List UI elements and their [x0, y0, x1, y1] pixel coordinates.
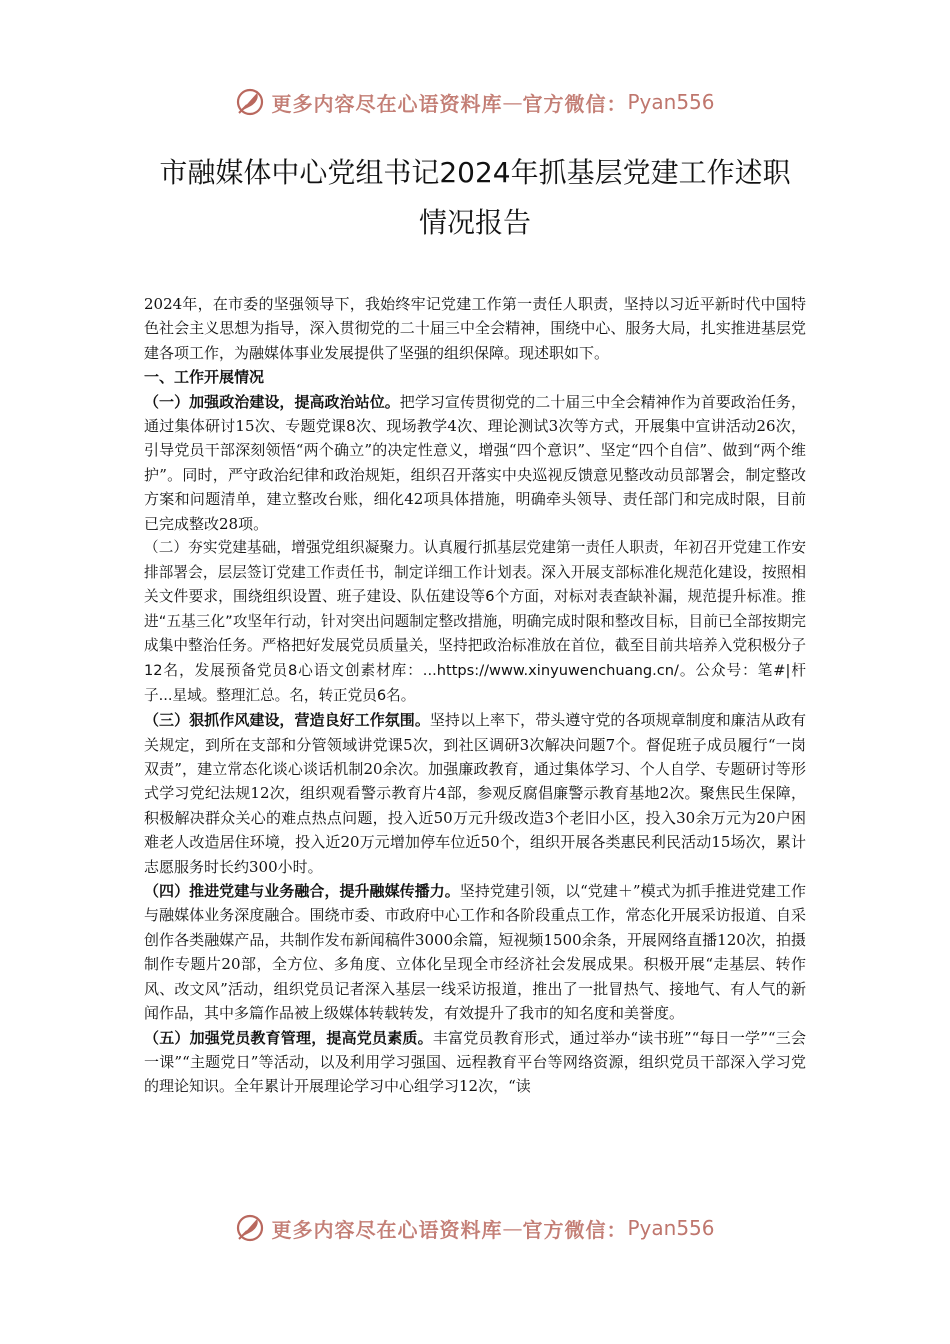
title-line-1: 市融媒体中心党组书记2024年抓基层党建工作述职 — [159, 156, 791, 189]
item-lead: （一）加强政治建设，提高政治站位。 — [144, 392, 400, 411]
quill-logo-icon — [235, 87, 265, 117]
item-lead: （三）狠抓作风建设，营造良好工作氛围。 — [144, 711, 430, 730]
watermark-wechat-id: Pyan556 — [627, 1216, 715, 1240]
document-title — [100, 148, 850, 248]
item-text: 丰富党员教育形式，通过举办“读书班”“每日一学”“三会一课”“主题党日”等活动，以及利用学习强国、远程教育平台等网络资源，组织党员干部深入学习党的理论知识。全年累计开展理论学习中心组学习12次，“读 — [144, 1028, 806, 1096]
watermark-banner-top — [0, 82, 950, 122]
watermark-separator: — — [502, 1216, 523, 1240]
watermark-text: 更多内容尽在心语资料库 — [271, 1217, 503, 1242]
item-paragraph-2 — [144, 536, 806, 708]
watermark-official: 官方微信： — [522, 1217, 628, 1242]
title-line-2: 情况报告 — [418, 206, 531, 239]
item-lead: （五）加强党员教育管理，提高党员素质。 — [144, 1028, 433, 1047]
item-text: 认真履行抓基层党建第一责任人职责，年初召开党建工作安排部署会，层层签订党建工作责任书，制定详细工作计划表。深入开展支部标准化规范化建设，按照相关文件要求，围绕组织设置、班子建设、队伍建设等6个方面，对标对表查缺补漏，规范提升标准。推进“五基三化”攻坚年行动，针对突出问题制定整改措施，明确完成时限和整改目标，目前已全部按期完成集中整治任务。严格把好发展党员质量关，坚持把政治标准放在首位，截至目前共培养入党积极分子12名，发展预备党员8心语文创素材库：...https://www.xinyuwenchuang.cn/。公众号：笔#|杆子...星域。整理汇总。名，转正党员6名。 — [144, 539, 806, 704]
section-heading: 一、工作开展情况 — [144, 368, 265, 387]
quill-logo-icon — [235, 1213, 265, 1243]
item-paragraph-5 — [144, 1026, 806, 1099]
watermark-official: 官方微信： — [522, 91, 628, 116]
item-text: 坚持党建引领，以“党建＋”模式为抓手推进党建工作与融媒体业务深度融合。围绕市委、市政府中心工作和各阶段重点工作，常态化开展采访报道、自采创作各类融媒产品，共制作发布新闻稿件3000余篇，短视频1500余条，开展网络直播120次，拍摄制作专题片20部，全方位、多角度、立体化呈现全市经济社会发展成果。积极开展“走基层、转作风、改文风”活动，组织党员记者深入基层一线采访报道，推出了一批冒热气、接地气、有人气的新闻作品，其中多篇作品被上级媒体转载转发，有效提升了我市的知名度和美誉度。 — [144, 882, 806, 1023]
item-lead: （四）推进党建与业务融合，提升融媒传播力。 — [144, 882, 460, 901]
item-paragraph-3 — [144, 708, 806, 879]
item-paragraph-1 — [144, 390, 806, 536]
watermark-text: 更多内容尽在心语资料库 — [271, 91, 503, 116]
intro-paragraph: 2024年，在市委的坚强领导下，我始终牢记党建工作第一责任人职责，坚持以习近平新时代中国特色社会主义思想为指导，深入贯彻党的二十届三中全会精神，围绕中心、服务大局，扎实推进基层党建各项工作，为融媒体事业发展提供了坚强的组织保障。现述职如下。 — [144, 295, 806, 362]
item-lead: （二）夯实党建基础，增强党组织凝聚力。 — [144, 539, 424, 557]
item-paragraph-4 — [144, 879, 806, 1025]
item-text: 坚持以上率下，带头遵守党的各项规章制度和廉洁从政有关规定，到所在支部和分管领域讲党课5次，到社区调研3次解决问题7个。督促班子成员履行“一岗双责”，建立常态化谈心谈话机制20余次。加强廉政教育，通过集体学习、个人自学、专题研讨等形式学习党纪法规12次，组织观看警示教育片4部，参观反腐倡廉警示教育基地2次。聚焦民生保障，积极解决群众关心的难点热点问题，投入近50万元升级改造3个老旧小区，投入30余万元为20户困难老人改造居住环境，投入近20万元增加停车位近50个，组织开展各类惠民利民活动15场次，累计志愿服务时长约300小时。 — [144, 711, 806, 876]
watermark-separator: — — [502, 90, 523, 114]
document-body — [144, 292, 806, 1099]
watermark-banner-bottom — [0, 1208, 950, 1248]
watermark-wechat-id: Pyan556 — [627, 90, 715, 114]
item-text: 把学习宣传贯彻党的二十届三中全会精神作为首要政治任务，通过集体研讨15次、专题党课8次、现场教学4次、理论测试3次等方式，开展集中宣讲活动26次，引导党员干部深刻领悟“两个确立”的决定性意义，增强“四个意识”、坚定“四个自信”、做到“两个维护”。同时，严守政治纪律和政治规矩，组织召开落实中央巡视反馈意见整改动员部署会，制定整改方案和问题清单，建立整改台账，细化42项具体措施，明确牵头领导、责任部门和完成时限，目前已完成整改28项。 — [144, 392, 806, 533]
